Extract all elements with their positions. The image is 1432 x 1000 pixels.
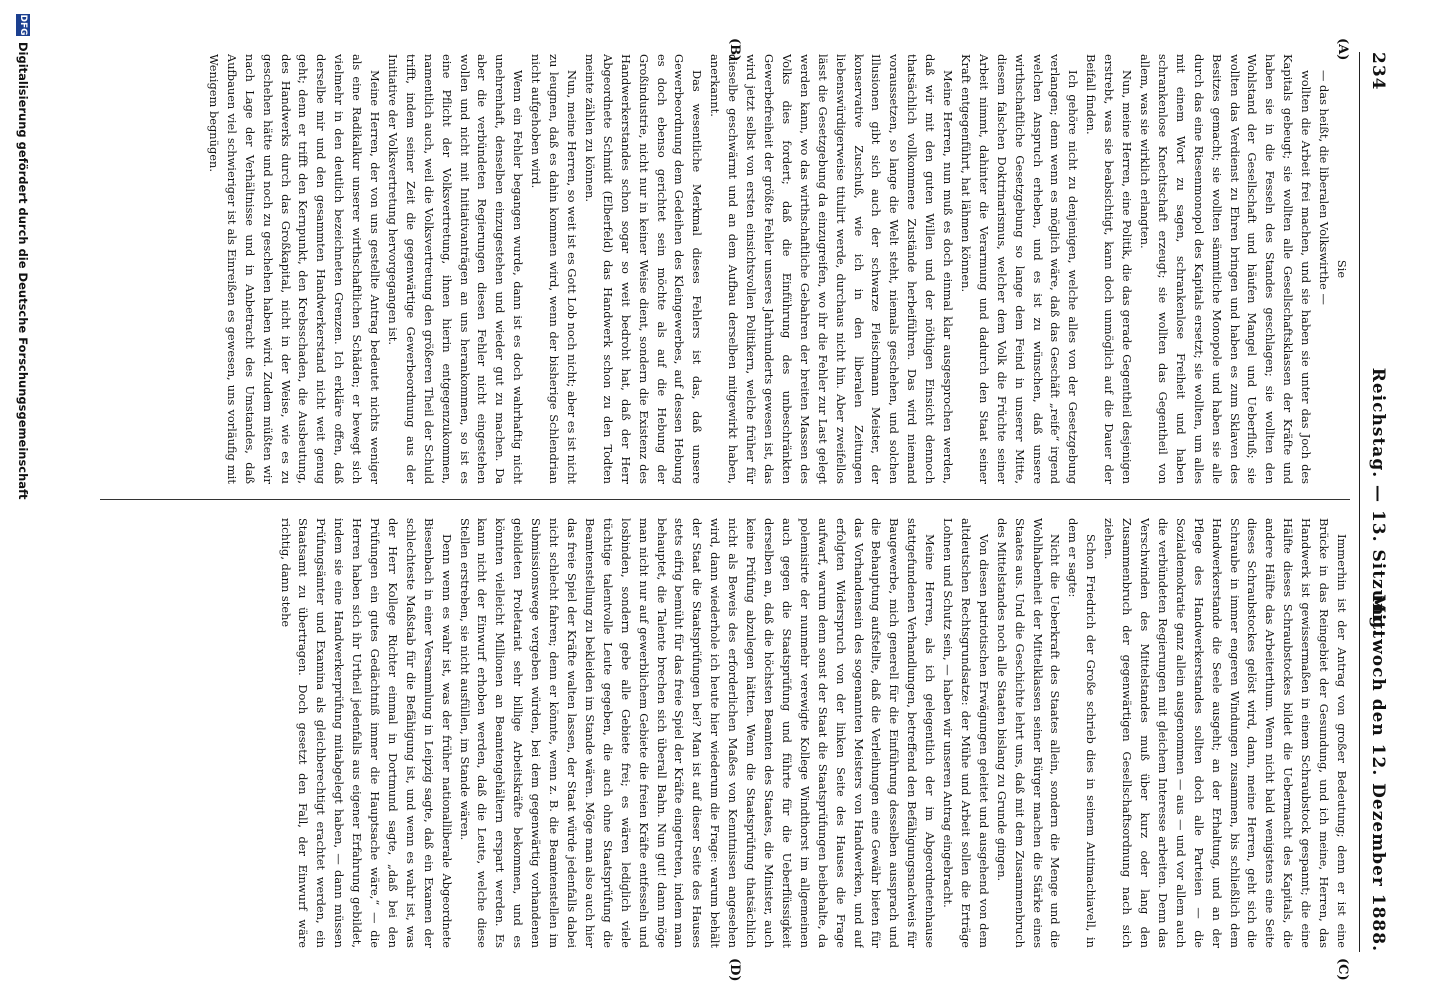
page-number: 234 [1368, 52, 1388, 91]
column-divider [100, 499, 1350, 500]
paragraph: Sie [1335, 259, 1349, 279]
digitization-footer [0, 0, 40, 1000]
margin-mark-c: (C) [1335, 958, 1350, 981]
paragraph: — das heißt, die liberalen Volkswirthe — [1317, 70, 1332, 305]
quotation: Nicht die Ueberkraft des Staates allein, sondern die Menge und die Wohlhabenheit der Mittelklassen seiner Bürger machen die Stärke eines Staates aus. Und die Geschichte lehrt uns, daß mit dem Zusammenbruch des Mittelstandes noch alle Staaten bislang zu Grunde gingen. [994, 518, 1063, 948]
paragraph: Nun, meine Herren, so weit ist es Gott Lob noch nicht; aber es ist nicht zu leugnen, daß es dahin kommen wird, wenn der bisherige Schlendrian nicht aufgehoben wird. [529, 54, 580, 484]
paragraph: Wenn ein Fehler begangen wurde, dann ist es doch wahrhaftig nicht unehrenhaft, denselben einzugestehen und wieder gut zu machen. Da aber die verbündeten Regierungen diesen Fehler nicht eingestehen wollen und nicht mit Initiativanträgen an uns herankommen, so ist es eine Pflicht der Volksvertretung, ihnen hierin entgegenzukommen, namentlich auch, weil die Volksvertretung den größeren Theil der Schuld trifft, indem seiner Zeit die gegenwärtige Gewerbeordnung aus der Initiative der Volksvertretung hervorgegangen ist. [385, 54, 526, 484]
left-column [110, 54, 1350, 484]
paragraph: Immerhin ist der Antrag von großer Bedeutung; denn er ist eine Brücke in das Reingebiet der Gesundung, und ich meine, Herren, das Handwerk ist gewissermaßen in einem Schraubstock gespannt; die eine Hälfte dieses Schraubstockes bildet die Uebermacht des Kapitals, die andere Hälfte das Arbeiterthum. Wenn nicht bald wenigstens eine Seite dieses Schraubstockes gelöst wird, dann, meine Herren, geht sich die Schraube in immer engeren Windungen zusammen, bis schließlich dem Handwerkerstande die Seele ausgeht; an der Erhaltung, und an der Pflege des Handwerkerstandes sollten doch alle Parteien — die Sozialdemokratie ganz allein ausgenommen — aus — und vor allem auch die verbündeten Regierungen mit gleichem Interesse arbeiten. Denn das Verschwinden des Mittelstandes muß über kurz oder lang den Zusammenbruch der gegenwärtigen Gesellschaftsordnung nach sich ziehen. [1102, 518, 1349, 948]
paragraph: Denn wenn es wahr ist, was der früher nationalliberale Abgeordnete Biesenbach in einer Versammlung in Leipzig sagte, daß ein Examen der schlechteste Maßstab für die Befähigung ist, und wenn es wahr ist, was der Herr Kollege Richter einmal in Dortmund sagte, „daß bei den Prüfungen ein gutes Gedächtniß immer die Hauptsache wäre,“ — die Herren haben sich ihr Urtheil jedenfalls aus eigener Erfahrung gebildet, indem sie eine Handwerkerprüfung mitabgelegt haben, — dann müssen Prüfungsämter und Examina als gleichberechtigt erachtet werden, ein Staatsamt zu übertragen. Doch gesetzt den Fall, der Einwurf wäre richtig, dann stehe [278, 518, 454, 948]
digitization-notice: Digitalisierung gefördert durch die Deutsche Forschungsgemeinschaft [16, 42, 30, 500]
paragraph: Von diesen patriotischen Erwägungen geleitet und ausgehend von dem altdeutschen Rechtsgrundsatze: der Mühe und Arbeit sollen die Erträge Lohnen und Schutz sein, — haben wir unseren Antrag eingebracht. [941, 518, 991, 948]
paragraph: Nun, meine Herren, eine Politik, die das gerade Gegentheil desjenigen erstrebt, was sie beabsichtigt, kann doch unmöglich auf die Dauer der Beifall finden. [1084, 54, 1135, 484]
running-head: Reichstag. — 13. Sitzung. [1368, 367, 1388, 637]
paragraph: wollten die Arbeit frei machen, und sie haben sie unter das Joch des Kapitals gebeugt; sie wollten alle Gesellschaftsklassen der Kräfte und haben sie in die Fesseln des Standes geschlagen; sie wollten den Wohlstand der Gesellschaft und häufen Mangel und Ueberfluß; sie wollten das Verdienst zu Ehren bringen und haben es zum Sklaven des Besitzes gemacht; sie wollten sämmtliche Monopole und haben sie alle durch das eine Riesenmonopol des Kapitals ersetzt; sie wollten, um alles mit einem Wort zu sagen, schrankenlose Freiheit und haben schrankenlose Knechtschaft erzeugt; sie wollten das Gegentheil von allem, was sie wirklich erlangten. [1138, 54, 1314, 484]
margin-mark-b: (B) [727, 38, 742, 62]
session-date: Mittwoch den 12. Dezember 1888. [1368, 594, 1388, 952]
paragraph: Ich gehöre nicht zu denjenigen, welche alles von der Gesetzgebung verlangen; denn wenn es möglich wäre, daß das Geschäft „reife“ irgend welchen Anspruch erheben, und es ist zu wünschen, daß unsere wirthschaftliche Gesetzgebung so lange dem Feind in unserer Mitte, diesem falschen Doktrinarismus, welcher dem Volk die Früchte seiner Arbeit nimmt, dahinter die Verarmung und dadurch den Staat seiner Kraft entgegenführt, hat lähmen können. [958, 54, 1081, 484]
paragraph: Meine Herren, der von uns gestellte Antrag bedeutet nichts weniger als eine Radikalkur unserer wirthschaftlichen Schäden; er bewegt sich vielmehr in den deutlich bezeichneten Grenzen. Ich erkläre offen, daß derselbe mir und den gesammten Handwerkerstand nicht weit genug geht; denn er trifft den Kernpunkt, den Krebsschaden, die Ausbeutung, des Handwerks durch das Großkapital, nicht in der Weise, wie es zu geschehen hätte und noch zu geschehen haben wird. Zudem müßten wir nach Lage der Verhältnisse und in Anbetracht des Umstandes, daß Aufbauen viel schwieriger ist als Einreißen es gewesen, uns vorläufig mit Wenigem begnügen. [206, 54, 383, 484]
paragraph: Schon Friedrich der Große schrieb dies in seinem Antimachiavell, in dem er sagte: [1066, 518, 1099, 948]
paragraph: Meine Herren, nun muß es doch einmal klar ausgesprochen werden, daß wir mit den guten Willen und der nöthigen Einsicht dennoch thatsächlich vollkommene Zustände herbeiführen. Das wird niemand voraussetzen, so lange die Welt steht, niemals geschehen, und solchen Illusionen gibt sich auch der schwarze Fleischmann Meister, der konservative Zuschuß, wie ich in den liberalen Zeitungen liebenswürdigerweise titulirt werde, durchaus nicht hin. Aber zweifellos lässt die Gesetzgebung da einzugreifen, wo ihr die Fehler zur Last gelegt werden kann, wo das wirthschaftliche Gebahren der breiten Massen des Volks dies fordert; daß die Einführung des unbeschränkten Gewerbefreiheit der größte Fehler unseres Jahrhunderts gewesen ist, das wird jetzt selbst von ersten einsichtsvollen Politikern, welche früher für dieselbe geschwärmt und an dem Aufbau derselben mitgewirkt haben, anerkannt. [708, 54, 956, 484]
margin-mark-a: (A) [1335, 38, 1350, 61]
right-column [110, 518, 1350, 948]
paragraph: Das wesentliche Merkmal dieses Fehlers ist das, daß unsere Gewerbeordnung dem Gedeihen des Kleingewerbes, auf dessen Hebung es doch ebenso gerichtet sein möchte als auf die Hebung der Großindustrie, nicht nur in keiner Weise dient, sondern die Existenz des Handwerkerstandes schon sogar so weit bedroht hat, daß der Herr Abgeordnete Schmidt (Elberfeld) das Handwerk schon zu den Todten meinte zählen zu können. [582, 54, 705, 484]
dfg-logo: DFG [18, 14, 28, 36]
paragraph: Meine Herren, als ich gelegentlich der im Abgeordnetenhause stattgefundenen Verhandlungen, betreffend den Befähigungsnachweis für Baugewerbe, mich generell für die Einführung desselben aussprach und die Behauptung aufstellte, daß die Verleihungen eine Gewähr bieten für das Vorhandensein des sogenannten Meisters von Handwerken, und auf erfolgten Widerspruch von der linken Seite des Hauses die Frage aufwarf, warum denn sonst der Staat die Staatsprüfungen beibehalte, da polemisirte der nunmehr verewigte Kollege Windthorst im allgemeinen auch gegen die Staatsprüfung und führte für die Ueberflüssigkeit derselben an, daß die höchsten Beamten des Staates, die Minister, auch keine Prüfung abzulegen hätten. Wenn die Staatsprüfung thatsächlich nicht als Beweis des erforderlichen Maßes von Kenntnissen angesehen wird, dann wiederhole ich heute hier wiederum die Frage: warum behält der Staat die Staatsprüfungen bei? Man ist auf dieser Seite des Hauses stets eifrig bemüht für das freie Spiel der Kräfte eingetreten, indem man behauptet, die Talente brechen sich überall Bahn. Nun gut! dann möge man nicht nur auf gewerblichem Gebiete die freien Kräfte entfesseln und losbinden, sondern gebe alle Gebiete frei; es wären lediglich viele tüchtige talentvolle Leute gegeben, die auch ohne Staatsprüfung die Beamtenstellung zu bekleiden im Stande wären. Möge man also auch hier das freie Spiel der Kräfte walten lassen, der Staat würde jedenfalls dabei nicht schlecht fahren; denn er könnte, wenn z. B. die Beamtenstellen im Submissionswege vergeben würden, bei dem gegenwärtig vorhandenen gebildeten Proletariat sehr billige Arbeitskräfte bekommen, und es könnten vielleicht Millionen an Beamtengehältern erspart werden. Es kann nicht der Einwurf erhoben werden, daß die Leute, welche diese Stellen erstreben, sie nicht ausfüllen, im Stande wären. [457, 518, 938, 948]
header-rule [1359, 52, 1360, 952]
margin-mark-d: (D) [727, 958, 742, 982]
page-header [1362, 52, 1392, 952]
